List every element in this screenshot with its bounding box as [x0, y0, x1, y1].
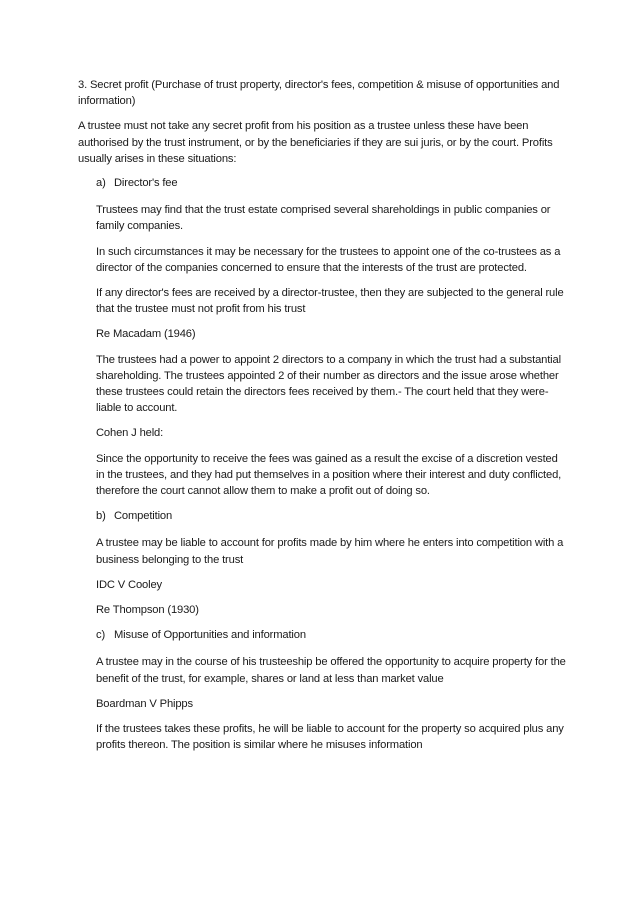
- case-name: Re Thompson (1930): [96, 604, 199, 617]
- paragraph: If any director's fees are received by a director-trustee, then they are subjected to the general rule that the trustee must not profit from his trust: [96, 287, 564, 316]
- case-name: IDC V Cooley: [96, 578, 162, 591]
- section-title: 3. Secret profit (Purchase of trust property, director's fees, competition & misuse of opportunities and information): [78, 79, 560, 108]
- intro-paragraph: A trustee must not take any secret profit from his position as a trustee unless these have been authorised by the trust instrument, or by the beneficiaries if they are sui juris, or by the court. Profits usually arises in these situations:: [78, 120, 553, 165]
- paragraph: The trustees had a power to appoint 2 directors to a company in which the trust had a substantial shareholding. The trustees appointed 2 of their number as directors and the issue arose whether these trustees could retain the directors fees received by them.- The court held that they were-liable to account.: [96, 353, 561, 415]
- paragraph: In such circumstances it may be necessary for the trustees to appoint one of the co-trustees as a director of the companies concerned to ensure that the interests of the trust are protected.: [96, 245, 561, 274]
- subsection-c-title: Misuse of Opportunities and information: [114, 629, 306, 642]
- subsection-a-marker: a): [96, 177, 106, 190]
- document-page: [78, 77, 566, 763]
- subsection-b-heading: [96, 508, 566, 524]
- judge-heading: Cohen J held:: [96, 427, 164, 440]
- subsection-c-marker: c): [96, 629, 106, 642]
- paragraph: Since the opportunity to receive the fees was gained as a result the excise of a discretion vested in the trustees, and they had put themselves in a position where their interest and duty conflicted, therefore the court cannot allow them to make a profit out of doing so.: [96, 452, 562, 498]
- subsection-b-title: Competition: [114, 510, 173, 523]
- subsection-a-heading: [96, 175, 566, 191]
- case-name: Re Macadam (1946): [96, 328, 196, 341]
- paragraph: If the trustees takes these profits, he will be liable to account for the property so acquired plus any profits thereon. The position is similar where he misuses information: [96, 723, 564, 752]
- subsection-a-title: Director's fee: [114, 177, 178, 190]
- paragraph: Trustees may find that the trust estate comprised several shareholdings in public companies or family companies.: [96, 204, 551, 233]
- paragraph: A trustee may be liable to account for profits made by him where he enters into competition with a business belonging to the trust: [96, 537, 564, 566]
- subsection-b-marker: b): [96, 510, 106, 523]
- case-name: Boardman V Phipps: [96, 697, 193, 710]
- subsection-c-heading: [96, 627, 566, 643]
- paragraph: A trustee may in the course of his trusteeship be offered the opportunity to acquire property for the benefit of the trust, for example, shares or land at less than market value: [96, 656, 566, 685]
